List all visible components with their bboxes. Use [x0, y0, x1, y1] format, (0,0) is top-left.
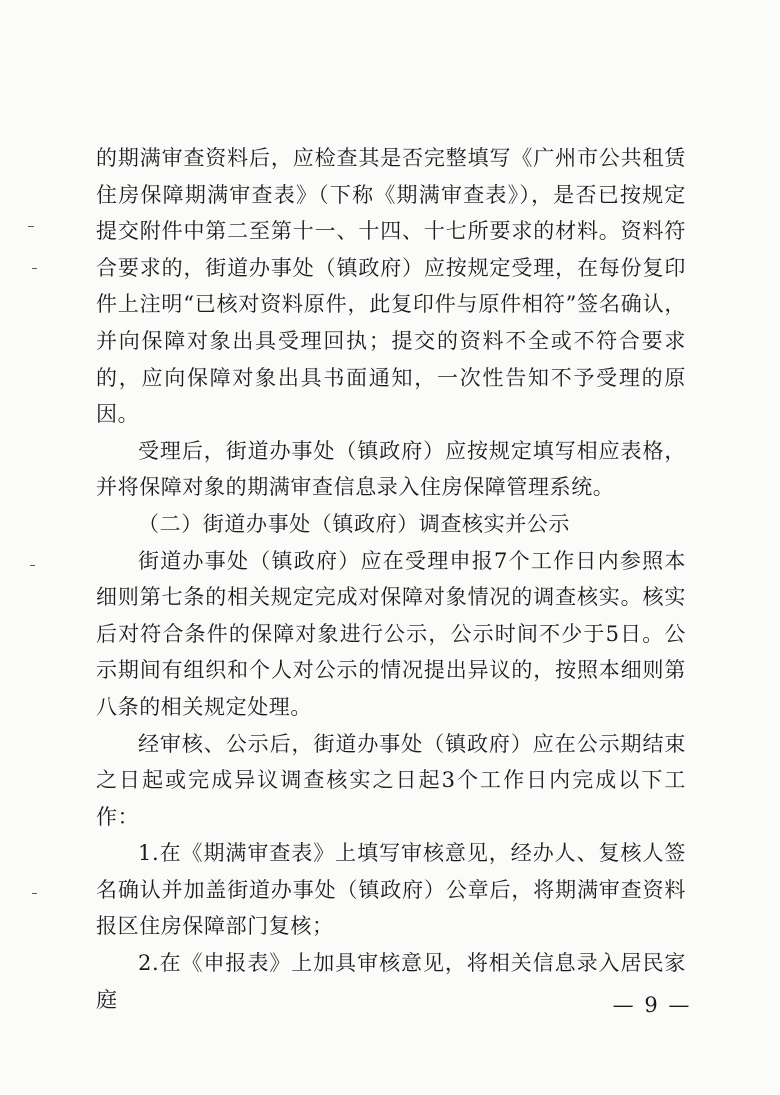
margin-mark — [32, 893, 37, 894]
paragraph-1: 的期满审查资料后，应检查其是否完整填写《广州市公共租赁住房保障期满审查表》（下称《期满审查表》），是否已按规定提交附件中第二至第十一、十四、十七所要求的材料。资料符合要求的，街道办事处（镇政府）应按规定受理，在每份复印件上注明“已核对资料原件，此复印件与原件相符”签名确认，并向保障对象出具受理回执；提交的资料不全或不符合要求的，应向保障对象出具书面通知，一次性告知不予受理的原因。 — [96, 146, 686, 427]
list-item-2: 2.在《申报表》上加具审核意见，将相关信息录入居民家庭 — [96, 951, 686, 1012]
margin-mark — [30, 565, 35, 566]
list-item-1: 1.在《期满审查表》上填写审核意见，经办人、复核人签名确认并加盖街道办事处（镇政府）公章后，将期满审查资料报区住房保障部门复核； — [96, 841, 686, 939]
paragraph-5: 经审核、公示后，街道办事处（镇政府）应在公示期结束之日起或完成异议调查核实之日起3个工作日内完成以下工作： — [96, 731, 686, 829]
margin-mark — [32, 268, 37, 269]
paragraph-2: 受理后，街道办事处（镇政府）应按规定填写相应表格，并将保障对象的期满审查信息录入住房保障管理系统。 — [96, 438, 686, 500]
margin-mark — [28, 226, 34, 227]
page-number: — 9 — — [612, 993, 692, 1017]
body-text — [96, 140, 686, 1018]
paragraph-4: 街道办事处（镇政府）应在受理申报7个工作日内参照本细则第七条的相关规定完成对保障对象情况的调查核实。核实后对符合条件的保障对象进行公示，公示时间不少于5日。公示期间有组织和个人对公示的情况提出异议的，按照本细则第八条的相关规定处理。 — [96, 548, 686, 719]
section-heading: （二）街道办事处（镇政府）调查核实并公示 — [138, 511, 570, 536]
